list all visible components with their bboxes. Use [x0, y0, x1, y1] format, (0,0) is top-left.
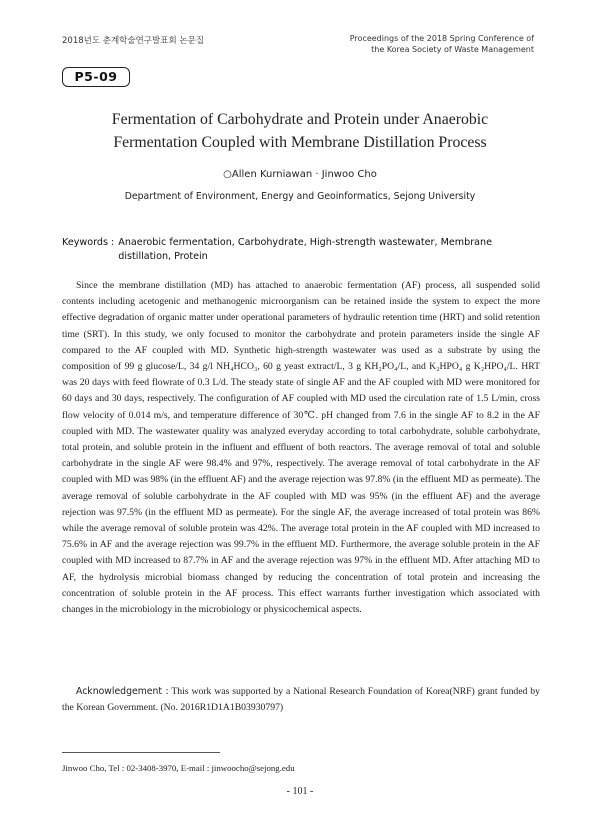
- paper-id-badge: P5-09: [62, 67, 130, 87]
- keywords-section: [62, 236, 540, 264]
- affiliation: Department of Environment, Energy and Geoinformatics, Sejong University: [124, 191, 476, 202]
- title-line-2: Fermentation Coupled with Membrane Distillation Process: [113, 134, 487, 151]
- footnote-divider: [62, 752, 220, 753]
- page-number: - 101 -: [286, 786, 314, 797]
- authors: ○Allen Kurniawan · Jinwoo Cho: [223, 169, 377, 180]
- header-right-line1: Proceedings of the 2018 Spring Conference of: [349, 34, 534, 43]
- title-line-1: Fermentation of Carbohydrate and Protein under Anaerobic: [111, 111, 489, 128]
- keywords-label: Keywords :: [62, 237, 115, 248]
- abstract-body: Since the membrane distillation (MD) has attached to anaerobic fermentation (AF) process, all suspended solid contents including acetogenic and methanogenic microorganism can be retained inside the system to expect the more effective degradation of organic matter under operational parameters of hydraulic retention time (HRT) and solid retention time (SRT). In this study, we only focused to monitor the carbohydrate and protein parameters inside the single AF compared to the AF coupled with MD. Synthetic high-strength wastewater was used as a substrate by using the composition of 99 g glucose/L, 34 g/l NH₄HCO₃, 60 g yeast extract/L, 3 g KH₂PO₄/L, and K₂HPO₄ g K₂HPO₄/L. HRT was 20 days with feed flowrate of 0.3 L/d. The steady state of single AF and the AF coupled with MD were monitored for 60 days and 30 days, respectively. The configuration of AF coupled with MD used the circulation rate of 1.5 L/min, cross flow velocity of 0.014 m/s, and temperature difference of 30℃. pH changed from 7.6 in the single AF to 8.2 in the AF coupled with MD. The wastewater quality was analyzed everyday according to total carbohydrate, soluble carbohydrate, total protein, and soluble protein in the influent and effluent of both reactors. The average removal of total and soluble carbohydrate in the single AF were 98.4% and 97%, respectively. The average removal of total carbohydrate in the AF coupled with MD was 98% (in the effluent AF) and the average rejection was 97.8% (in the effluent MD as permeate). The average removal of soluble carbohydrate in the AF coupled with MD was 95% (in the effluent AF) and the average rejection was 97.5% (in the effluent MD as permeate). For the single AF, the average increased of total protein was 86% while the average removal of soluble protein was 42%. The average total protein in the AF coupled with MD increased to 75.6% in AF and the average rejection was 99.7% in the effluent MD. Furthermore, the average soluble protein in the AF coupled with MD increased to 87.7% in AF and the average rejection was 97% in the effluent MD. After attaching MD to AF, the hydrolysis microbial biomass changed by reducing the concentration of total protein and increasing the concentration of soluble protein in the AF process. This effect warrants further investigation which associated with changes in the microbiology in the microbiology or physicochemical aspects.: [62, 280, 540, 616]
- header-conference-korean: 2018년도 춘계학술연구발표회 논문집: [62, 36, 204, 46]
- header-right-line2: the Korea Society of Waste Management: [371, 45, 534, 54]
- header-conference-english: [350, 33, 534, 55]
- acknowledgement-label: Acknowledgement :: [76, 686, 169, 697]
- acknowledgement: [62, 684, 540, 716]
- paper-title: [60, 108, 540, 154]
- corresponding-author-footnote: Jinwoo Cho, Tel : 02-3408-3970, E-mail : jinwoocho@sejong.edu: [62, 763, 295, 773]
- keywords-text: Anaerobic fermentation, Carbohydrate, High-strength wastewater, Membrane distillation, Protein: [118, 237, 492, 262]
- acknowledgement-text: This work was supported by a National Research Foundation of Korea(NRF) grant funded by the Korean Government. (No. 2016R1D1A1B03930797): [62, 686, 540, 714]
